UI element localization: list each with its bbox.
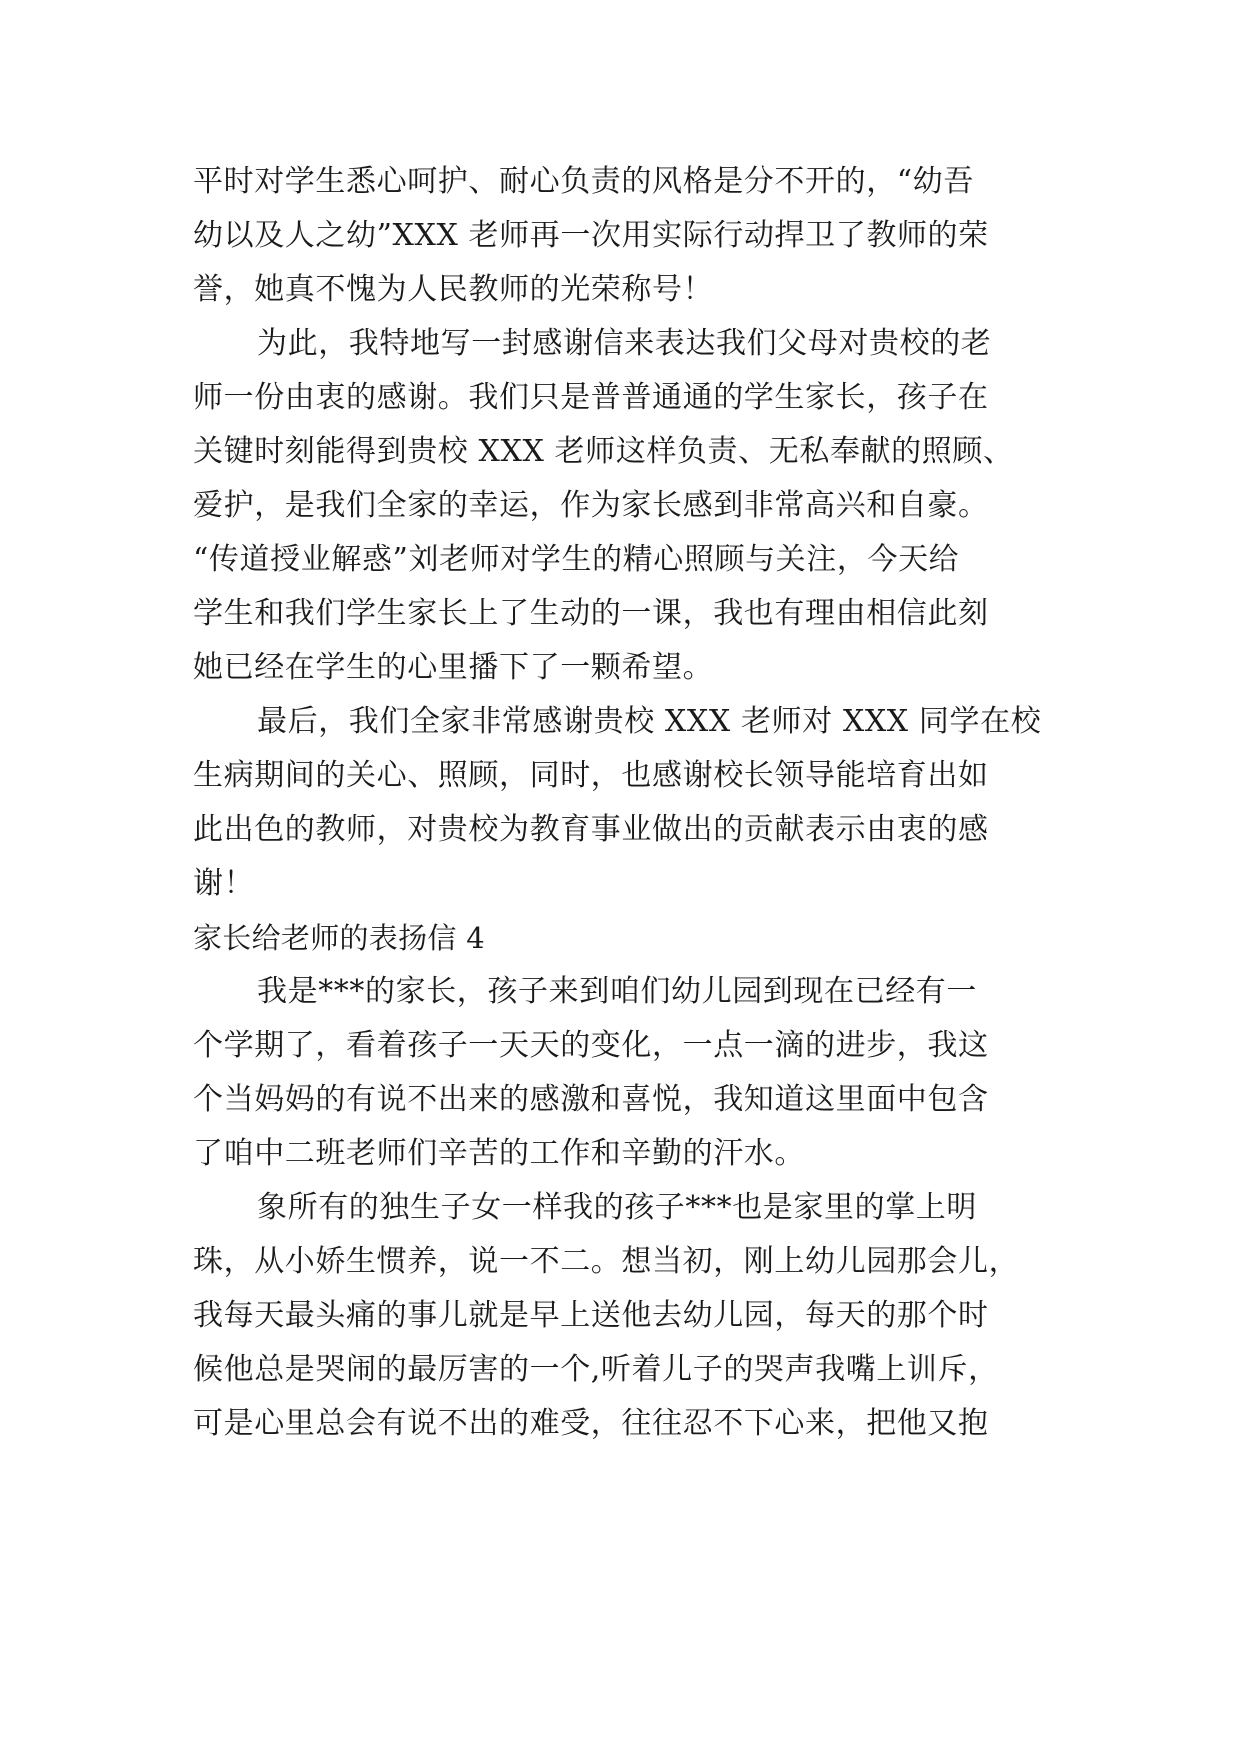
text-line: 个学期了，看着孩子一天天的变化，一点一滴的进步，我这: [193, 1028, 989, 1063]
paragraph-first-line: 象所有的独生子女一样我的孩子***也是家里的掌上明: [257, 1190, 977, 1225]
text-line: 幼以及人之幼”XXX 老师再一次用实际行动捍卫了教师的荣: [193, 218, 989, 253]
paragraph-first-line: 最后，我们全家非常感谢贵校 XXX 老师对 XXX 同学在校: [257, 704, 1042, 739]
document-body: [193, 155, 1053, 1451]
text-line: 师一份由衷的感谢。我们只是普普通通的学生家长，孩子在: [193, 380, 989, 415]
text-line: 她已经在学生的心里播下了一颗希望。: [193, 650, 714, 685]
text-line: 此出色的教师，对贵校为教育事业做出的贡献表示由衷的感: [193, 812, 989, 847]
text-line: 了咱中二班老师们辛苦的工作和辛勤的汗水。: [193, 1136, 805, 1171]
paragraph-first-line: 我是***的家长，孩子来到咱们幼儿园到现在已经有一: [257, 974, 977, 1009]
text-line: 候他总是哭闹的最厉害的一个,听着儿子的哭声我嘴上训斥，: [193, 1352, 999, 1387]
text-line: 爱护，是我们全家的幸运，作为家长感到非常高兴和自豪。: [193, 488, 989, 523]
paragraph-first-line: 为此，我特地写一封感谢信来表达我们父母对贵校的老: [257, 326, 992, 361]
text-line: 谢！: [193, 866, 255, 901]
text-line: 可是心里总会有说不出的难受，往往忍不下心来，把他又抱: [193, 1406, 989, 1441]
text-line: 学生和我们学生家长上了生动的一课，我也有理由相信此刻: [193, 596, 989, 631]
section-heading: 家长给老师的表扬信 4: [193, 921, 485, 955]
text-line: 平时对学生悉心呵护、耐心负责的风格是分不开的，“幼吾: [193, 164, 974, 199]
text-line: 个当妈妈的有说不出来的感激和喜悦，我知道这里面中包含: [193, 1082, 989, 1117]
text-line: 生病期间的关心、照顾，同时，也感谢校长领导能培育出如: [193, 758, 989, 793]
text-line: 誉，她真不愧为人民教师的光荣称号！: [193, 272, 714, 307]
text-line: “传道授业解惑”刘老师对学生的精心照顾与关注，今天给: [193, 542, 960, 577]
text-line: 关键时刻能得到贵校 XXX 老师这样负责、无私奉献的照顾、: [193, 434, 1014, 469]
text-line: 我每天最头痛的事儿就是早上送他去幼儿园，每天的那个时: [193, 1298, 989, 1333]
text-line: 珠，从小娇生惯养，说一不二。想当初，刚上幼儿园那会儿，: [193, 1244, 1020, 1279]
